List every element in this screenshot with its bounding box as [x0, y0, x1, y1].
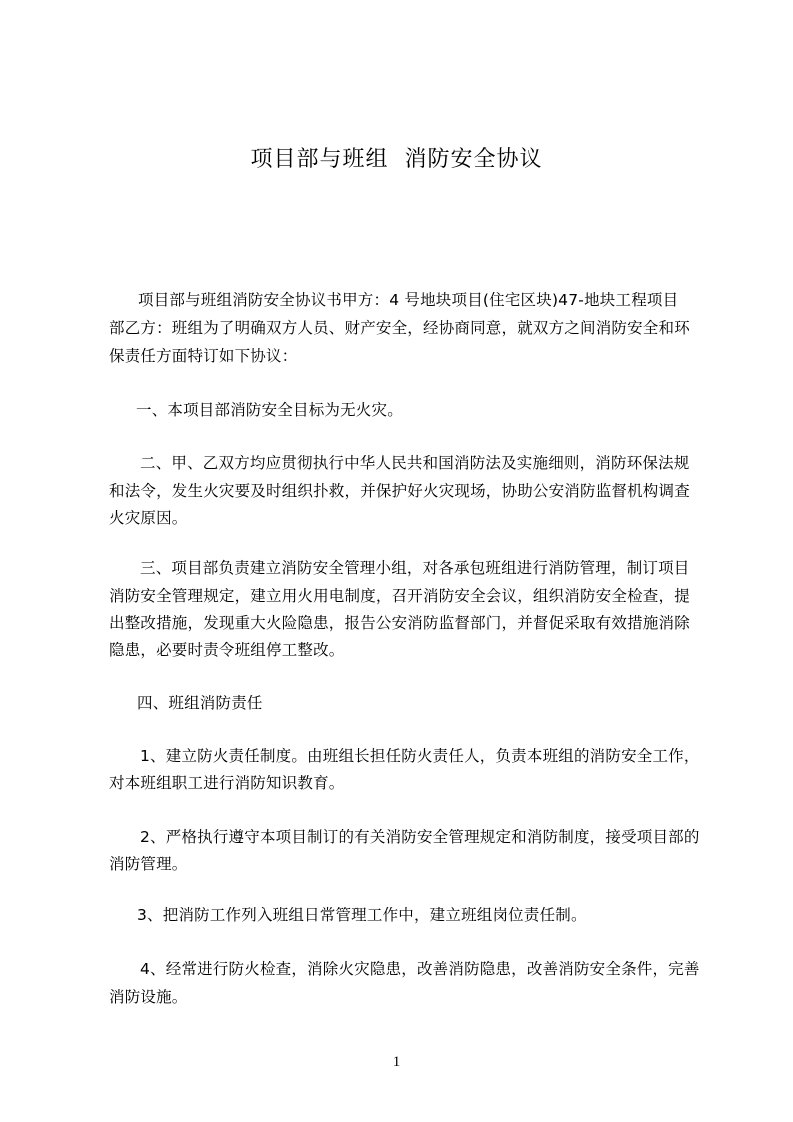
intro-line-1: 项目部与班组消防安全协议书甲方：4 号地块项目(住宅区块)47-地块工程项目	[138, 291, 679, 309]
clause-3-line-4: 隐患，必要时责令班组停工整改。	[109, 641, 345, 659]
clause-2-line-2: 和法令，发生火灾要及时组织扑救，并保护好火灾现场，协助公安消防监督机构调查	[109, 482, 690, 500]
clause-4-item-4-line-1: 4、经常进行防火检查，消除火灾隐患，改善消防隐患，改善消防安全条件，完善	[140, 960, 700, 978]
clause-3-line-2: 消防安全管理规定，建立用火用电制度，召开消防安全会议，组织消防安全检查，提	[109, 587, 690, 605]
clause-2-line-1: 二、甲、乙双方均应贯彻执行中华人民共和国消防法及实施细则，消防环保法规	[140, 454, 690, 472]
clause-4-item-4-line-2: 消防设施。	[109, 988, 188, 1006]
clause-4-item-2-line-2: 消防管理。	[109, 855, 188, 873]
document-title: 项目部与班组 消防安全协议	[250, 147, 543, 172]
intro-line-3: 保责任方面特订如下协议：	[109, 347, 298, 365]
clause-1-line-1: 一、本项目部消防安全目标为无火灾。	[136, 401, 403, 419]
page-number: 1	[392, 1054, 401, 1070]
clause-4-heading: 四、班组消防责任	[137, 694, 263, 712]
clause-4-item-1-line-1: 1、建立防火责任制度。由班组长担任防火责任人，负责本班组的消防安全工作，	[140, 747, 700, 765]
clause-3-line-1: 三、项目部负责建立消防安全管理小组，对各承包班组进行消防管理，制订项目	[140, 559, 690, 577]
clause-3-line-3: 出整改措施，发现重大火险隐患，报告公安消防监督部门，并督促采取有效措施消除	[109, 614, 690, 632]
clause-4-item-2-line-1: 2、严格执行遵守本项目制订的有关消防安全管理规定和消防制度，接受项目部的	[140, 828, 700, 846]
clause-4-item-3-line-1: 3、把消防工作列入班组日常管理工作中，建立班组岗位责任制。	[137, 906, 587, 924]
clause-2-line-3: 火灾原因。	[109, 509, 188, 527]
intro-line-2: 部乙方：班组为了明确双方人员、财产安全，经协商同意，就双方之间消防安全和环	[109, 319, 690, 337]
clause-4-item-1-line-2: 对本班组职工进行消防知识教育。	[109, 774, 345, 792]
